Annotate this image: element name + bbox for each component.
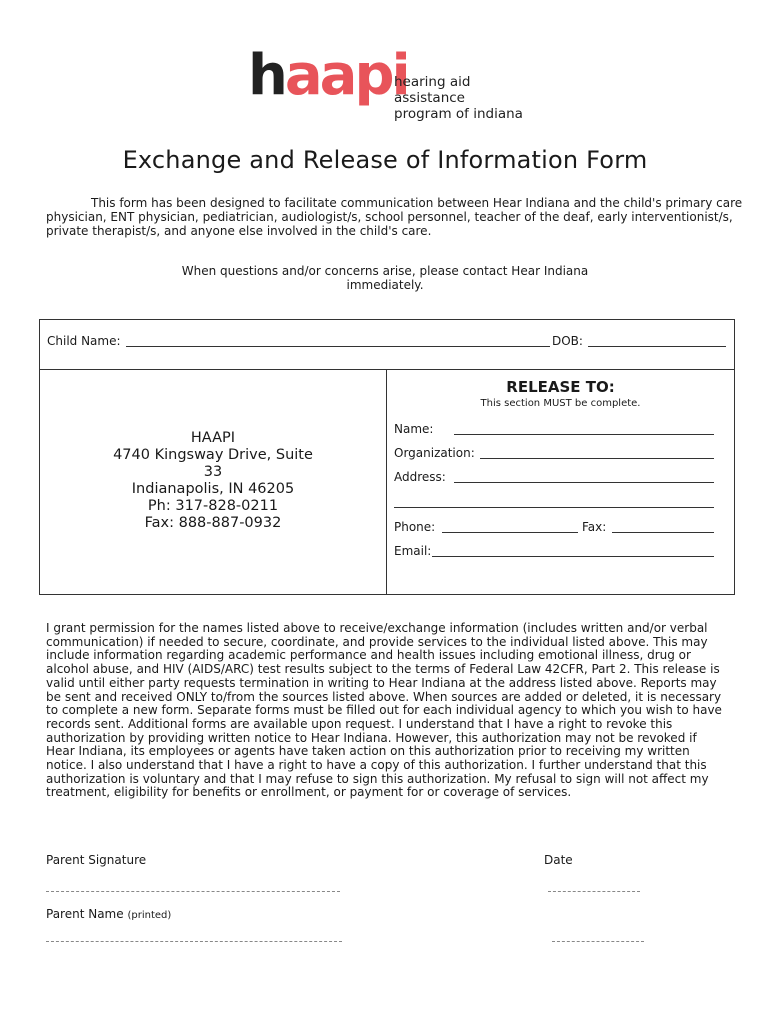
logo-letters-aapi: aapi	[284, 43, 408, 108]
parent-name-label	[46, 907, 171, 921]
date-field[interactable]	[548, 891, 640, 892]
contact-line1: When questions and/or concerns arise, please contact Hear Indiana	[181, 264, 589, 278]
release-address-field-line2[interactable]	[394, 507, 714, 508]
child-name-field[interactable]	[126, 346, 550, 347]
date-label: Date	[544, 853, 573, 867]
release-name-field[interactable]	[454, 434, 714, 435]
release-to-heading: RELEASE TO:	[506, 378, 615, 396]
parent-name-field[interactable]	[46, 941, 342, 942]
haapi-address-panel	[40, 370, 387, 594]
parent-name-date-field[interactable]	[552, 941, 644, 942]
haapi-address-line1: HAAPI	[190, 430, 236, 446]
parent-name-text: Parent Name	[46, 907, 124, 921]
release-name-label: Name:	[394, 422, 434, 436]
release-organization-label: Organization:	[394, 446, 475, 460]
release-phone-label: Phone:	[394, 520, 436, 534]
printed-note: (printed)	[127, 910, 172, 921]
release-organization-field[interactable]	[480, 458, 714, 459]
haapi-address-line4: Indianapolis, IN 46205	[131, 481, 295, 497]
child-info-row	[40, 320, 734, 370]
release-fax-label: Fax:	[582, 520, 607, 534]
dob-label: DOB:	[552, 334, 583, 348]
intro-paragraph: This form has been designed to facilitate communication between Hear Indiana and the child's primary care physician, ENT physician, pediatrician, audiologist/s, school personnel, teacher of the deaf, early interventionist/s, private therapist/s, and anyone else involved in the child's care.	[46, 196, 743, 238]
dob-field[interactable]	[588, 346, 726, 347]
logo-wordmark	[248, 44, 408, 108]
contact-note	[0, 264, 770, 292]
release-email-label: Email:	[394, 544, 432, 558]
haapi-phone: Ph: 317-828-0211	[147, 498, 279, 514]
haapi-address-line3: 33	[203, 464, 223, 480]
haapi-logo	[248, 44, 538, 124]
logo-tagline	[394, 74, 538, 122]
release-to-note: This section MUST be complete.	[480, 398, 641, 409]
haapi-address-line2: 4740 Kingsway Drive, Suite	[113, 447, 313, 463]
release-address-field[interactable]	[454, 482, 714, 483]
form-box	[39, 319, 735, 595]
release-fax-field[interactable]	[612, 532, 714, 533]
logo-letter-h: h	[248, 43, 285, 108]
consent-paragraph: I grant permission for the names listed above to receive/exchange information (includes written and/or verbal communication) if needed to secure, coordinate, and provide services to the individual listed above. This may include information regarding academic performance and health issues including emotional illness, drug or alcohol abuse, and HIV (AIDS/ARC) test results subject to the terms of Federal Law 42CFR, Part 2. This release is valid until either party requests termination in writing to Hear Indiana at the address listed above. Reports may be sent and received ONLY to/from the sources listed above. When sources are added or deleted, it is necessary to complete a new form. Separate forms must be filled out for each individual agency to which you wish to have records sent. Additional forms are available upon request. I understand that I have a right to revoke this authorization by providing written notice to Hear Indiana. However, this authorization may not be revoked if Hear Indiana, its employees or agents have taken action on this authorization prior to receiving my written notice. I also understand that I have a right to have a copy of this authorization. I further understand that this authorization is voluntary and that I may refuse to sign this authorization. My refusal to sign will not affect my treatment, eligibility for benefits or enrollment, or payment for or coverage of services.	[46, 621, 722, 800]
release-phone-field[interactable]	[442, 532, 578, 533]
child-name-label: Child Name:	[47, 334, 121, 348]
form-title: Exchange and Release of Information Form	[122, 146, 648, 174]
release-email-field[interactable]	[432, 556, 714, 557]
logo-tagline-line1: hearing aid assistance	[394, 74, 471, 106]
haapi-fax: Fax: 888-887-0932	[144, 515, 282, 531]
logo-tagline-line2: program of indiana	[394, 106, 523, 122]
parent-signature-field[interactable]	[46, 891, 340, 892]
release-address-label: Address:	[394, 470, 446, 484]
parent-signature-label: Parent Signature	[46, 853, 147, 867]
haapi-address	[40, 430, 386, 532]
contact-line2: immediately.	[346, 278, 424, 292]
